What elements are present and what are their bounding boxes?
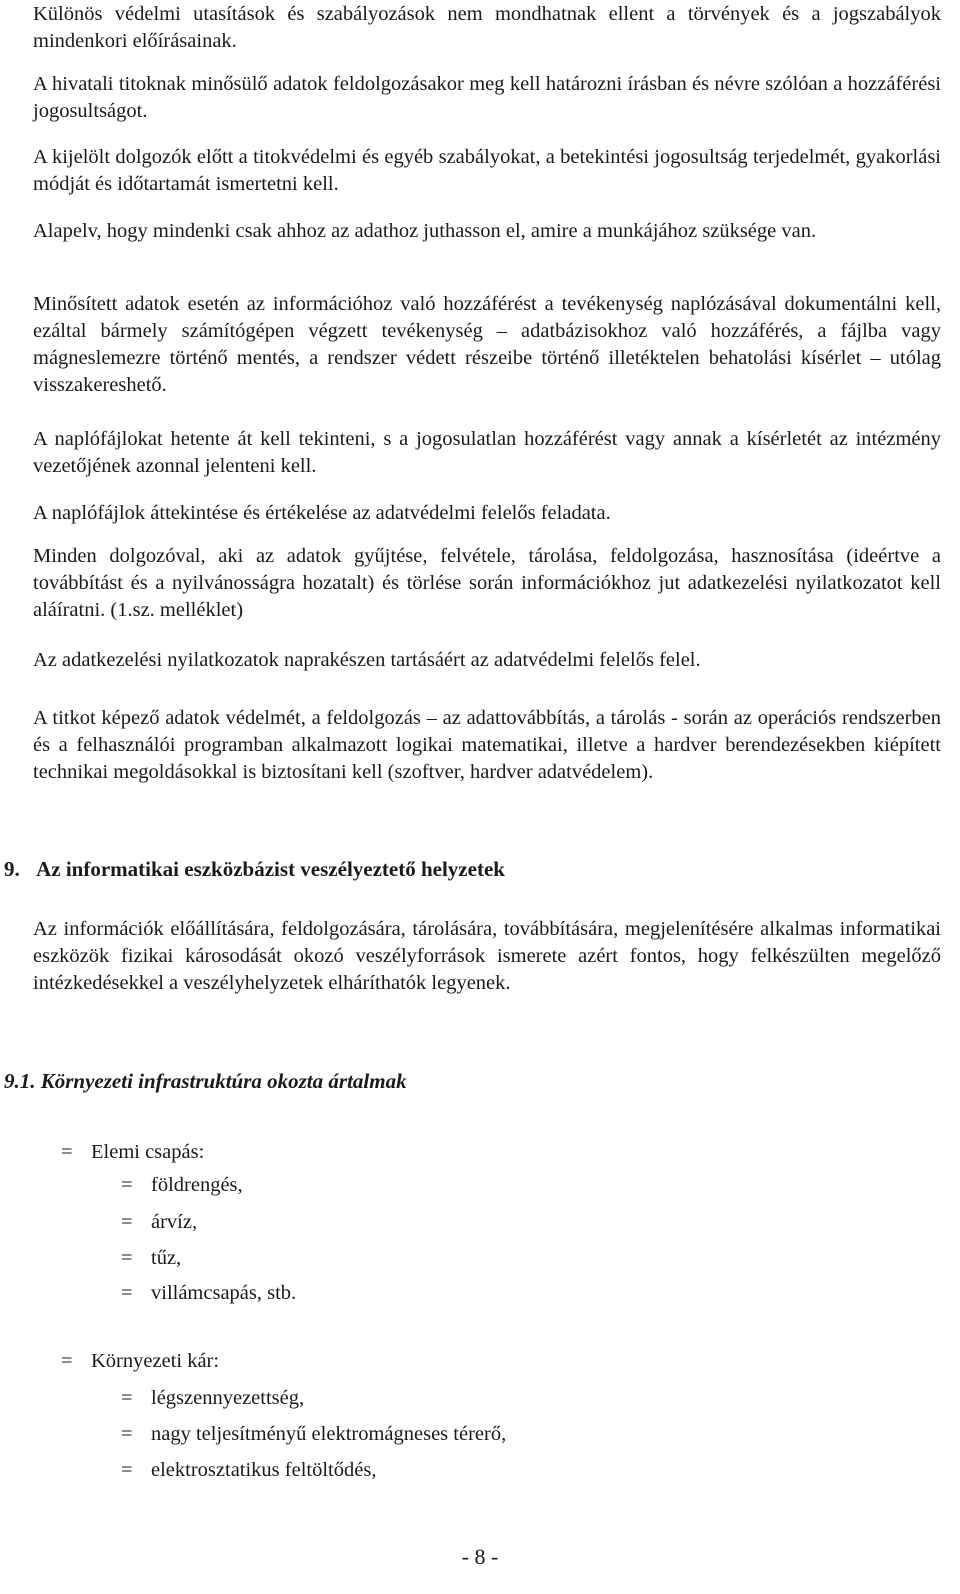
bullet-icon: = <box>121 1423 133 1445</box>
subsection-heading-9-1: 9.1. Környezeti infrastruktúra okozta ártalmak <box>4 1069 407 1093</box>
bullet-icon: = <box>121 1211 133 1233</box>
bullet-icon: = <box>121 1282 133 1304</box>
paragraph: Minden dolgozóval, aki az adatok gyűjtése, felvétele, tárolása, feldolgozása, hasznosítása (ideértve a továbbítást és a nyilvánosságra hozatalt) és törlése során információkhoz jut adatkezelési nyilatkozatot kell aláíratni. (1.sz. melléklet) <box>33 545 941 621</box>
paragraph: A titkot képező adatok védelmét, a feldolgozás – az adattovábbítás, a tárolás - során az operációs rendszerben és a felhasználói programban alkalmazott logikai matematikai, illetve a hardver berendezésekben kiépített technikai megoldásokkal is biztosítani kell (szoftver, hardver adatvédelem). <box>33 707 941 783</box>
list-item: = Környezeti kár: <box>61 1348 219 1375</box>
paragraph: Alapelv, hogy mindenki csak ahhoz az adathoz juthasson el, amire a munkájához szüksége van. <box>33 220 817 242</box>
paragraph: Minősített adatok esetén az információhoz való hozzáférést a tevékenység naplózásával dokumentálni kell, ezáltal bármely számítógépen végzett tevékenység – adatbázisokhoz való hozzáférés, a fájlba vagy mágneslemezre történő mentés, a rendszer védett részeibe történő illetéktelen behatolási kísérlet – utólag visszakereshető. <box>33 293 941 396</box>
paragraph: A kijelölt dolgozók előtt a titokvédelmi és egyéb szabályokat, a betekintési jogosultság terjedelmét, gyakorlási módját és időtartamát ismertetni kell. <box>33 146 941 195</box>
list-item: = nagy teljesítményű elektromágneses térerő, <box>121 1421 506 1448</box>
paragraph: Az adatkezelési nyilatkozatok naprakészen tartásáért az adatvédelmi felelős felel. <box>33 649 701 671</box>
paragraph: A hivatali titoknak minősülő adatok feldolgozásakor meg kell határozni írásban és névre szólóan a hozzáférési jogosultságot. <box>33 73 941 122</box>
bullet-icon: = <box>121 1247 133 1269</box>
bullet-icon: = <box>121 1459 133 1481</box>
list-item: = villámcsapás, stb. <box>121 1280 296 1307</box>
list-item: = légszennyezettség, <box>121 1385 304 1412</box>
bullet-icon: = <box>121 1174 133 1196</box>
section-number: 9. <box>4 857 20 881</box>
list-item: = elektrosztatikus feltöltődés, <box>121 1457 376 1484</box>
section-title: Az informatikai eszközbázist veszélyeztető helyzetek <box>36 857 505 881</box>
page-number: - 8 - <box>461 1544 499 1569</box>
bullet-icon: = <box>61 1350 73 1372</box>
paragraph: Különös védelmi utasítások és szabályozások nem mondhatnak ellent a törvények és a jogszabályok mindenkori előírásainak. <box>33 3 941 52</box>
list-item: = földrengés, <box>121 1172 243 1199</box>
list-item: = árvíz, <box>121 1209 197 1236</box>
bullet-icon: = <box>121 1387 133 1409</box>
section-heading-9 <box>4 856 505 883</box>
list-item: = Elemi csapás: <box>61 1139 204 1166</box>
paragraph: A naplófájlok áttekintése és értékelése az adatvédelmi felelős feladata. <box>33 502 611 524</box>
paragraph: Az információk előállítására, feldolgozására, tárolására, továbbítására, megjelenítésére alkalmas informatikai eszközök fizikai károsodását okozó veszélyforrások ismerete azért fontos, hogy felkészülten megelőző intézkedésekkel a veszélyhelyzetek elháríthatók legyenek. <box>33 918 941 994</box>
bullet-icon: = <box>61 1141 73 1163</box>
list-item: = tűz, <box>121 1245 181 1272</box>
paragraph: A naplófájlokat hetente át kell tekinteni, s a jogosulatlan hozzáférést vagy annak a kísérletét az intézmény vezetőjének azonnal jelenteni kell. <box>33 428 941 477</box>
